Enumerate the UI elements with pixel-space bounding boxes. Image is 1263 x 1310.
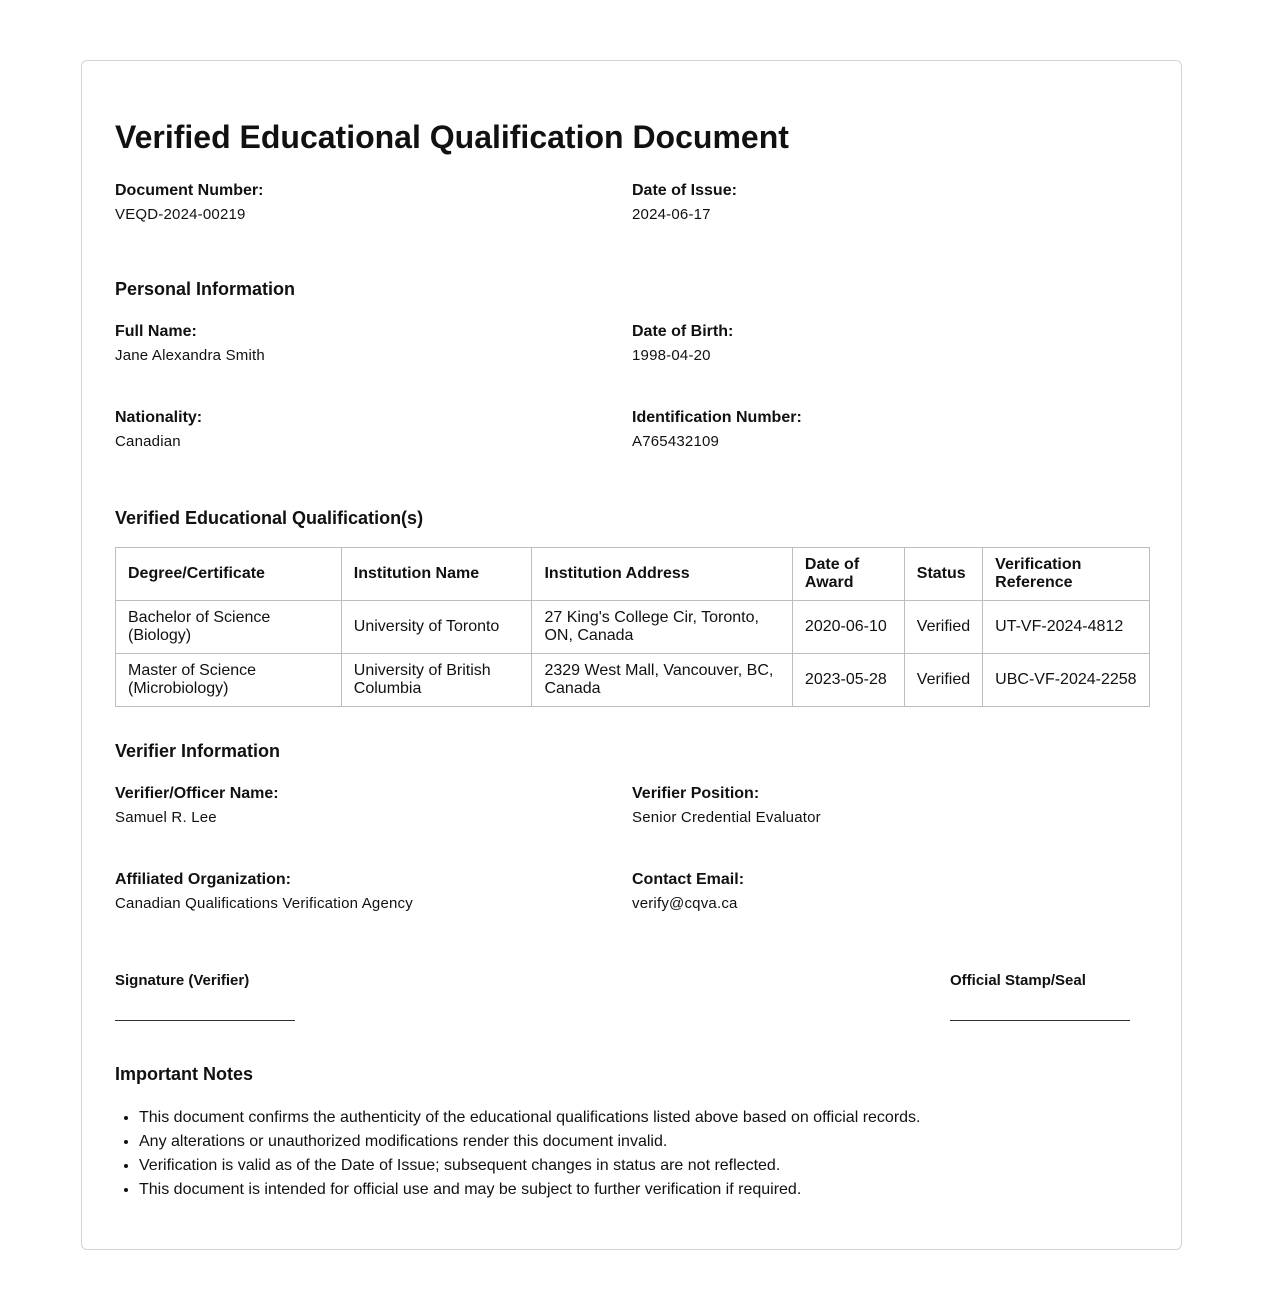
nationality-label: Nationality: — [115, 409, 203, 426]
award-date-cell: 2020-06-10 — [792, 601, 904, 654]
verifier-name-value: Samuel R. Lee — [115, 809, 217, 826]
table-header-row — [116, 548, 1150, 601]
notes-list — [139, 1106, 1139, 1202]
full-name-field — [115, 322, 615, 366]
verifier-position-label: Verifier Position: — [632, 785, 760, 802]
column-header: Institution Address — [532, 548, 792, 601]
document-number-label: Document Number: — [115, 182, 264, 199]
signature-label: Signature (Verifier) — [115, 972, 250, 989]
date-of-issue-field — [632, 181, 1132, 225]
institution-address-cell: 2329 West Mall, Vancouver, BC, Canada — [532, 654, 792, 707]
nationality-value: Canadian — [115, 433, 181, 450]
personal-information-heading: Personal Information — [115, 279, 296, 299]
column-header: Status — [904, 548, 982, 601]
full-name-label: Full Name: — [115, 323, 197, 340]
important-notes-heading: Important Notes — [115, 1064, 254, 1084]
qualifications-heading: Verified Educational Qualification(s) — [115, 508, 424, 528]
document-card — [81, 60, 1182, 1250]
column-header: Institution Name — [341, 548, 532, 601]
table-row — [116, 654, 1150, 707]
verifier-position-value: Senior Credential Evaluator — [632, 809, 821, 826]
table-row — [116, 601, 1150, 654]
award-date-cell: 2023-05-28 — [792, 654, 904, 707]
contact-email-label: Contact Email: — [632, 871, 745, 888]
stamp-label: Official Stamp/Seal — [950, 972, 1086, 989]
date-of-birth-field — [632, 322, 1132, 366]
affiliated-organization-label: Affiliated Organization: — [115, 871, 291, 888]
document-number-field — [115, 181, 615, 225]
status-cell: Verified — [904, 654, 982, 707]
affiliated-organization-value: Canadian Qualifications Verification Agency — [115, 895, 413, 912]
list-item: • Any alterations or unauthorized modifications render this document invalid. — [139, 1130, 1139, 1154]
document-number-value: VEQD-2024-00219 — [115, 206, 246, 223]
verifier-information-heading: Verifier Information — [115, 741, 281, 761]
status-cell: Verified — [904, 601, 982, 654]
signature-line — [115, 1020, 295, 1021]
nationality-field — [115, 408, 615, 452]
verification-reference-cell: UT-VF-2024-4812 — [983, 601, 1150, 654]
qualifications-table — [115, 547, 1150, 707]
column-header: Degree/Certificate — [116, 548, 342, 601]
date-of-issue-value: 2024-06-17 — [632, 206, 711, 223]
affiliated-organization-field — [115, 870, 615, 914]
stamp-block — [950, 972, 1130, 1021]
signature-block — [115, 972, 295, 1021]
list-item: • Verification is valid as of the Date of Issue; subsequent changes in status are not reflected. — [139, 1154, 1139, 1178]
list-item: • This document confirms the authenticity of the educational qualifications listed above based on official records. — [139, 1106, 1139, 1130]
column-header: Verification Reference — [983, 548, 1150, 601]
column-header: Date of Award — [792, 548, 904, 601]
document-title: Verified Educational Qualification Document — [115, 119, 789, 155]
identification-number-field — [632, 408, 1132, 452]
verifier-name-label: Verifier/Officer Name: — [115, 785, 279, 802]
verification-reference-cell: UBC-VF-2024-2258 — [983, 654, 1150, 707]
verifier-name-field — [115, 784, 615, 828]
date-of-issue-label: Date of Issue: — [632, 182, 737, 199]
contact-email-field — [632, 870, 1132, 914]
date-of-birth-label: Date of Birth: — [632, 323, 734, 340]
stamp-line — [950, 1020, 1130, 1021]
institution-name-cell: University of Toronto — [341, 601, 532, 654]
contact-email-value: verify@cqva.ca — [632, 895, 738, 912]
identification-number-value: A765432109 — [632, 433, 720, 450]
date-of-birth-value: 1998-04-20 — [632, 347, 711, 364]
verifier-position-field — [632, 784, 1132, 828]
list-item: • This document is intended for official use and may be subject to further verification if required. — [139, 1178, 1139, 1202]
degree-cell: Bachelor of Science (Biology) — [116, 601, 342, 654]
degree-cell: Master of Science (Microbiology) — [116, 654, 342, 707]
institution-address-cell: 27 King's College Cir, Toronto, ON, Canada — [532, 601, 792, 654]
institution-name-cell: University of British Columbia — [341, 654, 532, 707]
full-name-value: Jane Alexandra Smith — [115, 347, 265, 364]
identification-number-label: Identification Number: — [632, 409, 802, 426]
